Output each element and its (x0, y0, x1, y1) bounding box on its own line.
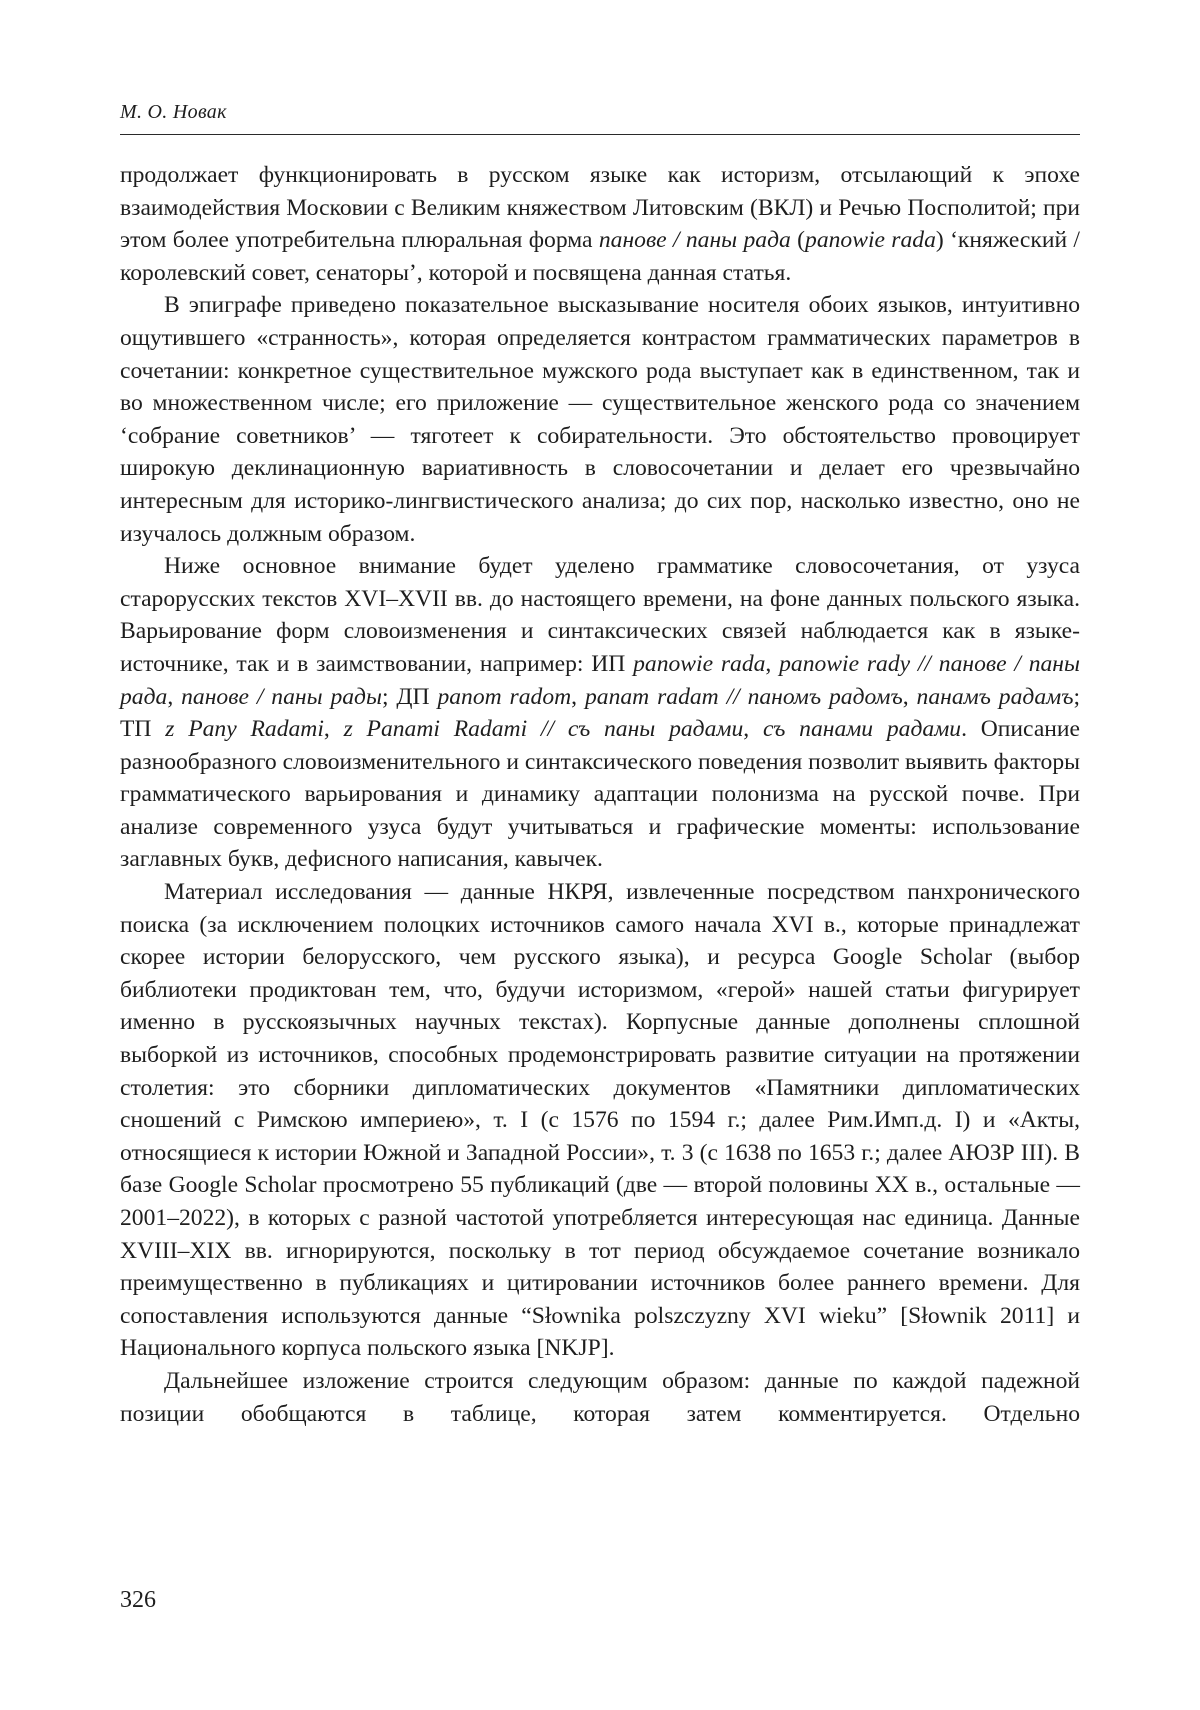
text-run: , (167, 683, 182, 710)
italic-term: панамъ радамъ (916, 683, 1074, 710)
text-run: , (743, 716, 763, 743)
paragraph-1 (120, 159, 1080, 289)
italic-term: panom radom (437, 683, 572, 710)
italic-term: панове / паны рады (181, 683, 382, 710)
text-run: ; ДП (381, 683, 438, 710)
text-run: Материал исследования — данные НКРЯ, извлеченные посредством панхронического поиска (за исключением полоцких источников самого начала XVI в., которые принадлежат скорее истории белорусского, чем русского языка), и ресурса Google Scholar (выбор библиотеки продиктован тем, что, будучи историзмом, «герой» нашей статьи фигурирует именно в русскоязычных научных текстах). Корпусные данные дополнены сплошной выборкой из источников, способных продемонстрировать развитие ситуации на протяжении столетия: это сборники дипломатических документов «Памятники дипломатических сношений с Римскою империею», т. I (с 1576 по 1594 г.; далее Рим.Имп.д. I) и «Акты, относящиеся к истории Южной и Западной России», т. 3 (с 1638 по 1653 г.; далее АЮЗР III). В базе Google Scholar просмотрено 55 публикаций (две — второй половины XX в., остальные — 2001–2022), в которых с разной частотой употребляется интересующая нас единица. Данные XVIII–XIX вв. игнорируются, поскольку в тот период обсуждаемое сочетание возникало преимущественно в публикациях и цитировании источников более раннего времени. Для сопоставления используются данные “Słownika polszczyzny XVI wieku” [Słownik 2011] и Национального корпуса польского языка [NKJP]. (120, 879, 1080, 1362)
text-run: продолжает функционировать в русском языке как историзм, отсылающий к эпохе взаимодействия Московии с Великим княжеством Литовским (ВКЛ) и Речью Посполитой; при этом более употребительна плюральная форма (120, 162, 1080, 254)
italic-term: panam radam // паномъ радомъ (584, 683, 903, 710)
paragraph-5 (120, 1365, 1080, 1430)
text-run: ) ‘княжеский / королевский совет, сенаторы’, которой и посвящена данная статья. (120, 227, 1080, 286)
text-run: ( (790, 227, 806, 254)
page-number: 326 (120, 1587, 156, 1613)
text-run: , (323, 716, 344, 743)
italic-term: z Pany Radami (165, 716, 324, 743)
italic-term: съ панами радами (762, 716, 962, 743)
paragraph-4 (120, 876, 1080, 1365)
header-rule (120, 134, 1080, 135)
italic-term: z Panami Radami // съ паны радами (343, 716, 744, 743)
text-run: , (571, 683, 585, 710)
text-run: . Описание разнообразного словоизменительного и синтаксического поведения позволит выявить факторы грамматического варьирования и динамику адаптации полонизма на русской почве. При анализе современного узуса будут учитываться и графические моменты: использование заглавных букв, дефисного написания, кавычек. (120, 716, 1081, 873)
italic-term: panowie rada (633, 650, 766, 677)
text-run: , (902, 683, 917, 710)
text-run: Ниже основное внимание будет уделено грамматике словосочетания, от узуса старорусских текстов XVI–XVII вв. до настоящего времени, на фоне данных польского языка. Варьирование форм словоизменения и синтаксических связей наблюдается как в языке-источнике, так и в заимствовании, например: ИП (120, 553, 1080, 677)
text-run: Дальнейшее изложение строится следующим образом: данные по каждой падежной позиции обобщаются в таблице, которая затем комментируется. Отдельно (120, 1367, 1080, 1427)
running-head-author: М. О. Новак (120, 101, 227, 123)
main-text (120, 159, 1080, 1430)
text-run: В эпиграфе приведено показательное высказывание носителя обоих языков, интуитивно ощутившего «странность», которая определяется контрастом грамматических параметров в сочетании: конкретное существительное мужского рода выступает как в единственном, так и во множественном числе; его приложение — существительное женского рода со значением ‘собрание советников’ — тяготеет к собирательности. Это обстоятельство провоцирует широкую деклинационную вариативность в словосочетании и делает его чрезвычайно интересным для историко-лингвистического анализа; до сих пор, насколько известно, оно не изучалось должным образом. (120, 292, 1080, 547)
text-run: ; ТП (120, 683, 1080, 743)
italic-term: panowie rady // панове / паны рада (120, 650, 1080, 710)
italic-term: panowie rada (805, 227, 936, 254)
italic-term: панове / паны рада (598, 227, 791, 254)
text-run: , (765, 650, 780, 677)
paragraph-3 (120, 550, 1080, 876)
paragraph-2 (120, 289, 1080, 550)
